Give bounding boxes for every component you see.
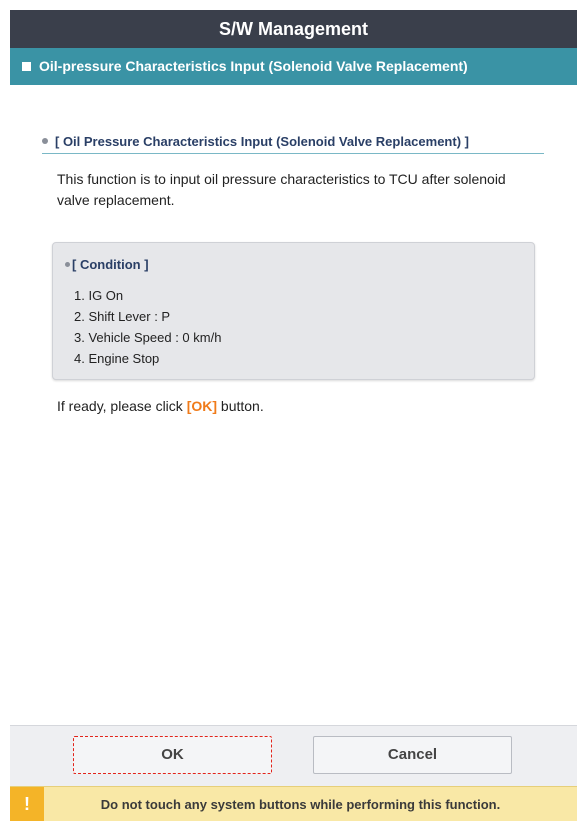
- ready-instruction: [57, 398, 264, 414]
- exclamation-icon: !: [10, 787, 44, 821]
- condition-heading: [65, 257, 149, 272]
- subheader-title: Oil-pressure Characteristics Input (Solenoid Valve Replacement): [39, 58, 468, 74]
- button-bar: [10, 725, 577, 787]
- bullet-dot-icon: [65, 262, 70, 267]
- ready-text-before: If ready, please click: [57, 398, 187, 414]
- ok-reference: [OK]: [186, 398, 218, 414]
- bullet-dot-icon: [42, 138, 48, 144]
- content-area: [10, 85, 577, 725]
- condition-box: [52, 242, 535, 380]
- warning-bar: [10, 786, 577, 821]
- function-description: This function is to input oil pressure characteristics to TCU after solenoid valve replacement.: [57, 171, 506, 208]
- condition-title: [ Condition ]: [72, 257, 149, 272]
- condition-item: 1. IG On: [74, 288, 124, 303]
- ready-text-after: button.: [217, 398, 264, 414]
- condition-list: [74, 285, 221, 369]
- section-title: [ Oil Pressure Characteristics Input (Solenoid Valve Replacement) ]: [55, 133, 469, 149]
- window-title: S/W Management: [10, 10, 577, 48]
- warning-text: Do not touch any system buttons while performing this function.: [100, 796, 501, 812]
- ok-button[interactable]: OK: [73, 736, 272, 774]
- condition-item: 3. Vehicle Speed : 0 km/h: [74, 330, 222, 345]
- condition-item: 2. Shift Lever : P: [74, 309, 171, 324]
- condition-item: 4. Engine Stop: [74, 351, 160, 366]
- dialog-window: [10, 10, 577, 822]
- cancel-button[interactable]: Cancel: [313, 736, 512, 774]
- square-bullet-icon: [22, 62, 31, 71]
- section-heading: [42, 129, 544, 154]
- subheader-bar: [10, 48, 577, 85]
